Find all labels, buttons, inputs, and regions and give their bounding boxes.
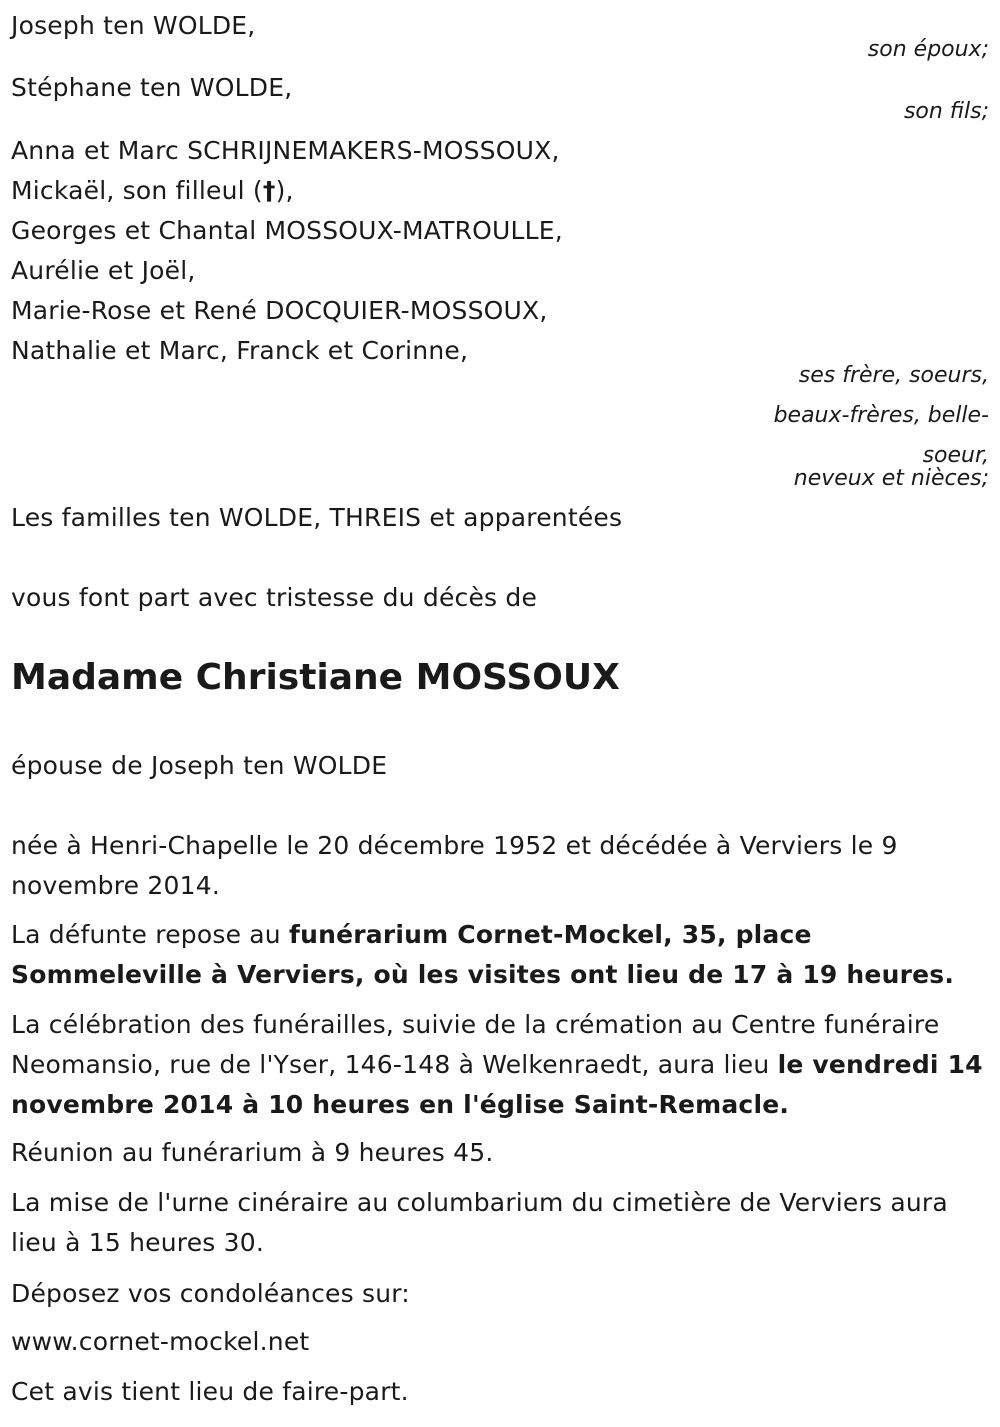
notice-line: Cet avis tient lieu de faire-part. <box>11 1377 409 1406</box>
announcement: vous font part avec tristesse du décès de <box>11 583 538 612</box>
husband-role: son époux; <box>867 37 989 62</box>
birth-death: née à Henri-Chapelle le 20 décembre 1952 et décédée à Verviers le 9 novembre 2014. <box>11 831 898 900</box>
families-line: Les familles ten WOLDE, THREIS et apparentées <box>11 503 623 532</box>
siblings-role-3: soeur, <box>922 443 989 468</box>
sibling-line-3: Aurélie et Joël, <box>11 256 196 285</box>
rest-prefix: La défunte repose au <box>11 920 290 949</box>
rest-details: funérarium Cornet-Mockel, 35, place Sommeleville à Verviers, où les visites ont lieu de 17 à 19 heures. <box>11 920 955 989</box>
urn-paragraph: La mise de l'urne cinéraire au columbarium du cimetière de Verviers aura lieu à 15 heures 30. <box>11 1188 948 1257</box>
siblings-role-4: neveux et nièces; <box>793 466 989 491</box>
ceremony-paragraph <box>11 1005 991 1125</box>
godson-line <box>11 171 294 211</box>
website-link[interactable]: www.cornet-mockel.net <box>11 1327 310 1356</box>
siblings-role-1: ses frère, soeurs, <box>798 363 989 388</box>
sibling-line-5: Nathalie et Marc, Franck et Corinne, <box>11 336 469 365</box>
deceased-name: Madame Christiane MOSSOUX <box>11 657 620 698</box>
son-role: son fils; <box>903 99 989 124</box>
siblings-role-2: beaux-frères, belle- <box>773 403 989 428</box>
spouse-line: épouse de Joseph ten WOLDE <box>11 751 388 780</box>
son-name: Stéphane ten WOLDE, <box>11 73 293 102</box>
godson-prefix: Mickaël, son filleul ( <box>11 176 263 205</box>
godson-suffix: ), <box>275 176 294 205</box>
cross-icon: † <box>262 176 276 205</box>
condolences-label: Déposez vos condoléances sur: <box>11 1279 410 1308</box>
sibling-line-2: Georges et Chantal MOSSOUX-MATROULLE, <box>11 216 563 245</box>
meeting-line: Réunion au funérarium à 9 heures 45. <box>11 1138 494 1167</box>
ceremony-prefix: La célébration des funérailles, suivie de la crémation au Centre funéraire Neomansio, rue de l'Yser, 146-148 à Welkenraedt, aura lieu <box>11 1010 940 1079</box>
ceremony-details: le vendredi 14 novembre 2014 à 10 heures en l'église Saint-Remacle. <box>11 1050 983 1119</box>
sibling-line-1: Anna et Marc SCHRIJNEMAKERS-MOSSOUX, <box>11 136 560 165</box>
funeral-home-paragraph <box>11 915 991 995</box>
sibling-line-4: Marie-Rose et René DOCQUIER-MOSSOUX, <box>11 296 548 325</box>
husband-name: Joseph ten WOLDE, <box>11 11 256 40</box>
